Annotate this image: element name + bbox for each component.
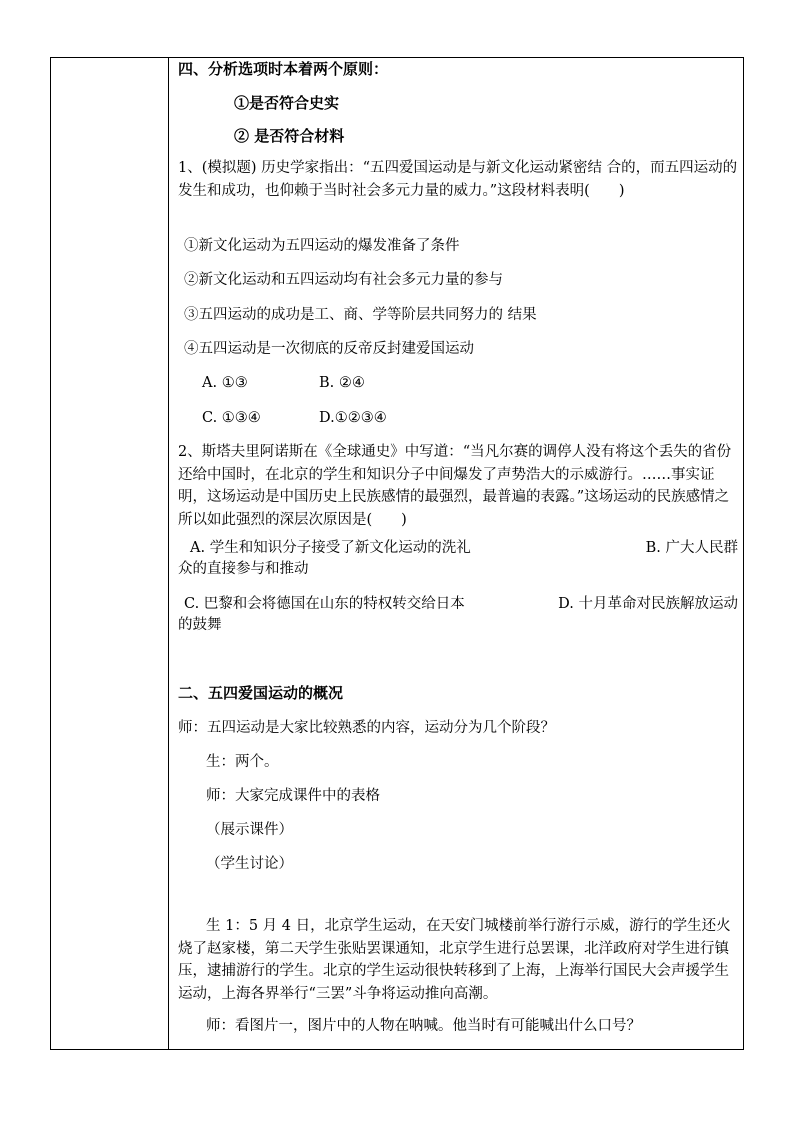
teacher-line-2: 师：大家完成课件中的表格 xyxy=(206,788,380,804)
left-column-cell xyxy=(51,58,169,1049)
student-line-1: 生：两个。 xyxy=(206,754,279,770)
question-2-option-c: C. 巴黎和会将德国在山东的特权转交给日本 xyxy=(184,596,465,612)
question-1-item-1: ①新文化运动为五四运动的爆发准备了条件 xyxy=(184,238,460,254)
question-1-stem: 1、(模拟题) 历史学家指出：“五四爱国运动是与新文化运动紧密结 合的，而五四运动的发生和成功，也仰赖于当时社会多元力量的威力。”这段材料表明( ) xyxy=(178,160,738,199)
question-2-option-b-continued: 众的直接参与和推动 xyxy=(178,561,309,577)
question-1-option-d: D.①②③④ xyxy=(319,410,387,426)
section2-heading: 二、五四爱国运动的概况 xyxy=(178,684,344,702)
question-1-item-4: ④五四运动是一次彻底的反帝反封建爱国运动 xyxy=(184,341,474,357)
question-1-option-c: C. ①③④ xyxy=(202,410,261,426)
lesson-table xyxy=(50,57,744,1050)
teacher-line-3: 师：看图片一，图片中的人物在呐喊。他当时有可能喊出什么口号？ xyxy=(206,1018,641,1034)
question-2-option-b: B. 广大人民群 xyxy=(645,540,738,556)
question-1-option-a: A. ①③ xyxy=(202,375,248,391)
student-line-2: 生 1：5 月 4 日，北京学生运动，在天安门城楼前举行游行示威，游行的学生还火烧了赵家楼，第二天学生张贴罢课通知，北京学生进行总罢课，北洋政府对学生进行镇压，逮捕游行的学生。北京的学生运动很快转移到了上海，上海举行国民大会声援学生运动，上海各界举行“三罢”斗争将运动推向高潮。 xyxy=(178,918,731,1002)
question-2-stem: 2、斯塔夫里阿诺斯在《全球通史》中写道：“当凡尔赛的调停人没有将这个丢失的省份还给中国时，在北京的学生和知识分子中间爆发了声势浩大的示威游行。……事实证明，这场运动是中国历史上民族感情的最强烈，最普遍的表露。”这场运动的民族感情之所以如此强烈的深层次原因是( ) xyxy=(178,444,732,528)
question-1-item-2: ②新文化运动和五四运动均有社会多元力量的参与 xyxy=(184,272,503,288)
question-2-option-d: D. 十月革命对民族解放运动 xyxy=(558,596,738,612)
class-note-1: （展示课件） xyxy=(206,822,293,838)
principle-2: ② 是否符合材料 xyxy=(234,127,345,145)
teacher-line-1: 师：五四运动是大家比较熟悉的内容，运动分为几个阶段？ xyxy=(178,720,555,736)
question-1-item-3: ③五四运动的成功是工、商、学等阶层共同努力的 结果 xyxy=(184,307,537,323)
section4-heading: 四、分析选项时本着两个原则： xyxy=(178,60,389,78)
class-note-2: （学生讨论） xyxy=(206,856,293,872)
question-2-option-a: A. 学生和知识分子接受了新文化运动的洗礼 xyxy=(190,540,471,556)
principle-1: ①是否符合史实 xyxy=(234,94,340,112)
question-2-option-d-continued: 的鼓舞 xyxy=(178,617,222,633)
question-1-option-b: B. ②④ xyxy=(319,375,365,391)
